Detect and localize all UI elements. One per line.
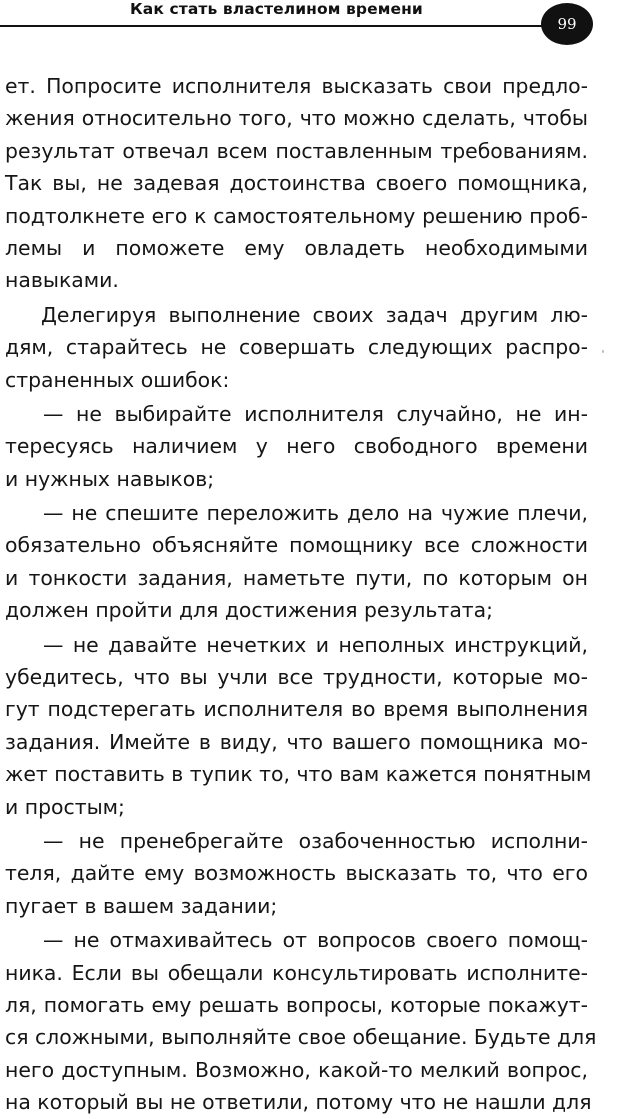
text-line: дям, старайтесь не совершать следующих распро- <box>5 335 588 360</box>
text-line: ся сложными, выполняйте свое обещание. Будьте для <box>5 1025 597 1050</box>
text-line: обязательно объясняйте помощнику все сложности <box>5 533 588 558</box>
text-line: тересуясь наличием у него свободного времени <box>5 434 588 459</box>
page-body <box>5 70 597 1119</box>
text-line: ля, помогать ему решать вопросы, которые покажут- <box>5 992 588 1017</box>
text-line: — не пренебрегайте озабоченностью исполни- <box>43 828 588 853</box>
text-line: задания. Имейте в виду, что вашего помощника мо- <box>5 729 588 754</box>
scan-speck <box>602 350 604 353</box>
text-line: и простым; <box>5 794 125 819</box>
text-line: и нужных навыков; <box>5 466 215 491</box>
text-line: и тонкости задания, наметьте пути, по которым он <box>5 565 588 590</box>
text-line: страненных ошибок: <box>5 367 230 392</box>
text-line: навыками. <box>5 268 119 293</box>
text-line: гут подстерегать исполнителя во время выполнения <box>5 697 588 722</box>
text-line: Так вы, не задевая достоинства своего помощника, <box>5 171 588 196</box>
page-number-badge: 99 <box>541 3 593 45</box>
text-line: жения относительно того, что можно сделать, чтобы <box>5 106 588 131</box>
text-line: должен пройти для достижения результата; <box>5 598 494 623</box>
text-line: него доступным. Возможно, какой-то мелкий вопрос, <box>5 1057 588 1082</box>
running-title: Как стать властелином времени <box>130 0 423 18</box>
text-line: пугает в вашем задании; <box>5 893 278 918</box>
text-line: — не выбирайте исполнителя случайно, не ин- <box>43 401 588 426</box>
header-divider <box>0 25 572 27</box>
text-line: ника. Если вы обещали консультировать исполните- <box>5 960 588 985</box>
text-line: теля, дайте ему возможность высказать то, что его <box>5 861 588 886</box>
text-line: результат отвечал всем поставленным требованиям. <box>5 138 588 163</box>
text-line: — не давайте нечетких и неполных инструкций, <box>43 632 588 657</box>
text-line: ет. Попросите исполнителя высказать свои предло- <box>5 74 588 98</box>
text-line: Делегируя выполнение своих задач другим лю- <box>41 302 588 327</box>
text-line: жет поставить в тупик то, что вам кажется понятным <box>5 762 592 787</box>
text-line: на который вы не ответили, потому что не нашли для <box>5 1090 592 1115</box>
text-line: подтолкнете его к самостоятельному решению проб- <box>5 203 588 228</box>
text-line: лемы и поможете ему овладеть необходимыми <box>5 235 588 260</box>
running-header <box>0 0 620 46</box>
text-line: — не отмахивайтесь от вопросов своего помощ- <box>43 928 588 953</box>
text-line: — не спешите переложить дело на чужие плечи, <box>43 501 588 526</box>
text-line: убедитесь, что вы учли все трудности, которые мо- <box>5 665 588 690</box>
